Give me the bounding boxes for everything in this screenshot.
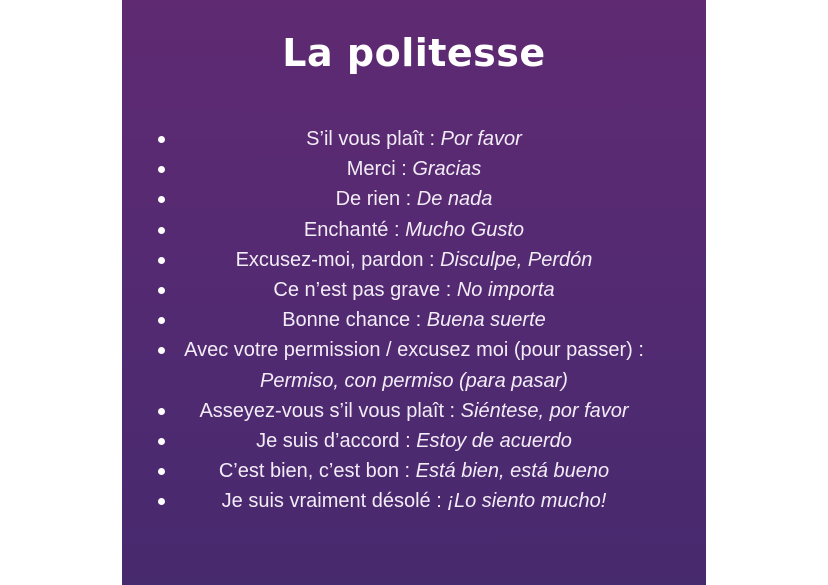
bullet-icon [158, 317, 165, 324]
bullet-icon [158, 257, 165, 264]
french-phrase: Enchanté : [303, 218, 406, 241]
spanish-phrase: Permiso, con permiso (para pasar) [260, 369, 568, 392]
bullet-icon [158, 438, 165, 445]
list-item [122, 456, 706, 486]
bullet-icon [158, 136, 165, 143]
spanish-phrase: Disculpe, Perdón [440, 248, 593, 271]
spanish-phrase: Buena suerte [426, 309, 546, 332]
spanish-phrase: Siéntese, por favor [460, 399, 629, 422]
french-phrase: Excusez-moi, pardon : [235, 248, 441, 271]
list-item [122, 245, 706, 275]
phrase-list [122, 124, 706, 517]
bullet-icon [158, 166, 165, 173]
french-phrase: Merci : [346, 158, 413, 181]
french-phrase: Je suis vraiment désolé : [221, 490, 448, 513]
french-phrase: Bonne chance : [282, 309, 427, 332]
list-item [122, 124, 706, 154]
french-phrase: S’il vous plaît : [306, 128, 441, 150]
list-item [122, 275, 706, 305]
french-phrase: Ce n’est pas grave : [273, 279, 457, 302]
french-phrase: Je suis d’accord : [256, 430, 417, 453]
list-item [122, 184, 706, 214]
spanish-phrase: No importa [456, 279, 555, 302]
bullet-icon [158, 498, 165, 505]
list-item [122, 396, 706, 426]
list-item [122, 335, 706, 395]
list-item [122, 215, 706, 245]
list-item [122, 486, 706, 516]
bullet-icon [158, 287, 165, 294]
french-phrase: De rien : [335, 188, 417, 211]
french-phrase: Asseyez-vous s’il vous plaît : [199, 399, 461, 422]
page-title: La politesse [282, 31, 546, 75]
spanish-phrase: Está bien, está bueno [415, 460, 610, 483]
bullet-icon [158, 408, 165, 415]
list-item [122, 154, 706, 184]
spanish-phrase: Estoy de acuerdo [416, 430, 572, 453]
bullet-icon [158, 468, 165, 475]
spanish-phrase: ¡Lo siento mucho! [447, 490, 607, 513]
spanish-phrase: Gracias [412, 158, 482, 181]
french-phrase: C’est bien, c’est bon : [218, 460, 416, 483]
bullet-icon [158, 227, 165, 234]
french-phrase: Avec votre permission / excusez moi (pour passer) : [184, 339, 644, 362]
spanish-phrase: Por favor [440, 128, 522, 150]
list-item [122, 426, 706, 456]
bullet-icon [158, 196, 165, 203]
list-item [122, 305, 706, 335]
politeness-card [122, 0, 706, 585]
spanish-phrase: Mucho Gusto [405, 218, 525, 241]
spanish-phrase: De nada [416, 188, 493, 211]
